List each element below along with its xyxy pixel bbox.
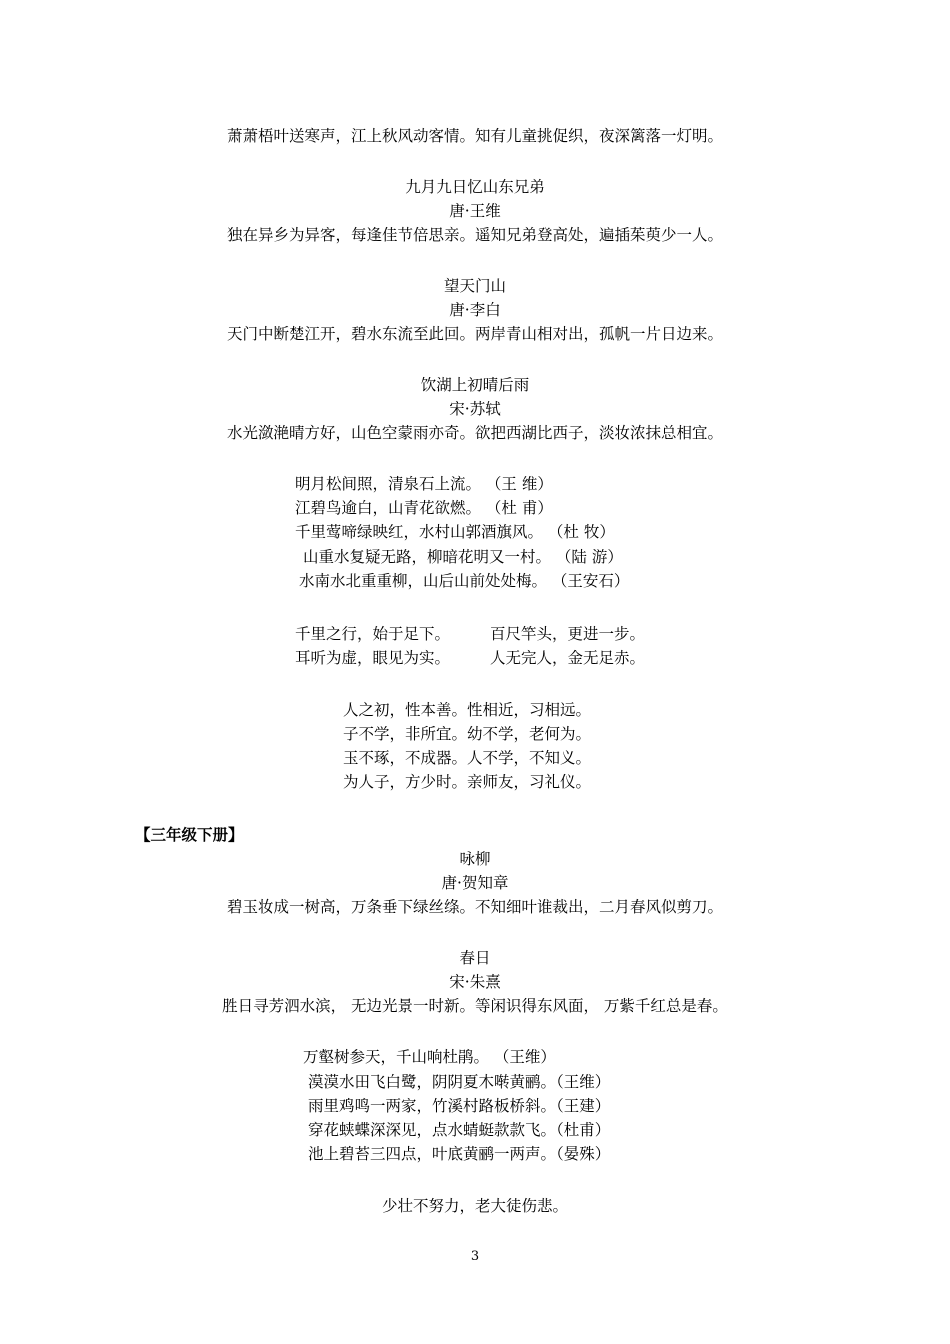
closing-line: 少壮不努力，老大徒伤悲。 (381, 1197, 568, 1215)
sanzijing-line: 为人子，方少时。亲师友，习礼仪。 (343, 773, 592, 791)
sanzijing-line: 玉不琢，不成器。人不学，不知义。 (343, 749, 592, 767)
sanzijing-line: 子不学，非所宜。幼不学，老何为。 (343, 725, 592, 743)
poem-author: 唐·贺知章 (441, 874, 509, 892)
proverb-right: 人无完人，金无足赤。 (490, 649, 646, 667)
quote-line: 千里莺啼绿映红，水村山郭酒旗风。 （杜 牧） (295, 523, 615, 541)
quote-line: 漠漠水田飞白鹭，阴阴夏木啭黄鹂。（王维） (308, 1073, 611, 1091)
quote-line: 江碧鸟逾白，山青花欲燃。 （杜 甫） (295, 499, 553, 517)
poem-author: 宋·苏轼 (449, 400, 501, 418)
poem-text: 碧玉妆成一树高，万条垂下绿丝绦。不知细叶谁裁出，二月春风似剪刀。 (226, 898, 723, 916)
quote-line: 山重水复疑无路，柳暗花明又一村。 （陆 游） (303, 548, 623, 566)
quote-line: 雨里鸡鸣一两家，竹溪村路板桥斜。（王建） (308, 1097, 611, 1115)
poem-line: 萧萧梧叶送寒声，江上秋风动客情。知有儿童挑促织，夜深篱落一灯明。 (226, 127, 723, 145)
quote-line: 明月松间照，清泉石上流。 （王 维） (295, 475, 553, 493)
poem-title: 九月九日忆山东兄弟 (405, 178, 545, 196)
poem-author: 唐·李白 (449, 301, 501, 319)
quote-line: 水南水北重重柳，山后山前处处梅。 （王安石） (299, 572, 630, 590)
proverb-right: 百尺竿头，更进一步。 (490, 625, 646, 643)
quote-line: 万壑树参天，千山响杜鹃。 （王维） (303, 1048, 556, 1066)
quote-line: 池上碧苔三四点，叶底黄鹂一两声。（晏殊） (308, 1145, 611, 1163)
poem-author: 宋·朱熹 (449, 973, 501, 991)
poem-title: 咏柳 (459, 850, 491, 868)
poem-title: 春日 (459, 949, 491, 967)
poem-title: 望天门山 (443, 277, 506, 295)
proverb-left: 千里之行，始于足下。 (295, 625, 451, 643)
sanzijing-line: 人之初，性本善。性相近，习相远。 (343, 701, 592, 719)
poem-text: 独在异乡为异客，每逢佳节倍思亲。遥知兄弟登高处，遍插茱萸少一人。 (226, 226, 723, 244)
poem-text: 胜日寻芳泗水滨， 无边光景一时新。等闲识得东风面， 万紫千红总是春。 (222, 997, 728, 1015)
poem-author: 唐·王维 (449, 202, 501, 220)
poem-title: 饮湖上初晴后雨 (420, 376, 530, 394)
quote-line: 穿花蛱蝶深深见，点水蜻蜓款款飞。（杜甫） (308, 1121, 611, 1139)
page-number: 3 (470, 1249, 480, 1264)
poem-text: 水光潋滟晴方好，山色空蒙雨亦奇。欲把西湖比西子，淡妆浓抹总相宜。 (226, 424, 723, 442)
section-heading: 【三年级下册】 (135, 825, 244, 844)
poem-text: 天门中断楚江开，碧水东流至此回。两岸青山相对出，孤帆一片日边来。 (226, 325, 723, 343)
proverb-left: 耳听为虚，眼见为实。 (295, 649, 451, 667)
